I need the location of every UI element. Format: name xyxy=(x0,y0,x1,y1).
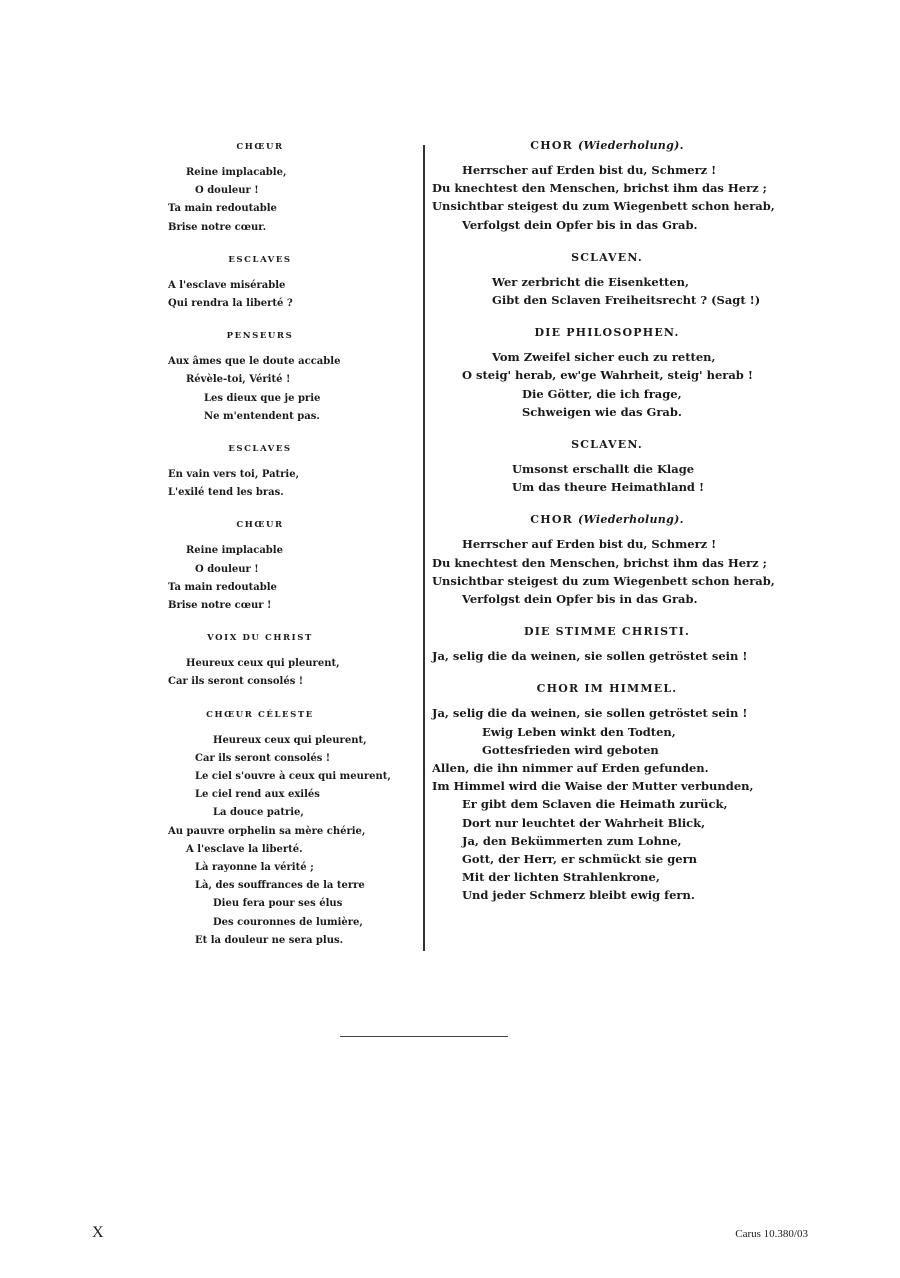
verse-line: L'exilé tend les bras. xyxy=(168,487,284,499)
german-section xyxy=(432,437,782,496)
section-heading: ESCLAVES xyxy=(228,444,292,455)
verse-line: Allen, die ihn nimmer auf Erden gefunden. xyxy=(432,761,709,776)
verse-line: Dieu fera pour ses élus xyxy=(213,898,343,910)
heading-main: CHOR xyxy=(530,513,573,527)
german-section xyxy=(432,325,782,421)
verse-line: Ja, selig die da weinen, sie sollen getröstet sein ! xyxy=(432,706,748,721)
section-heading: VOIX DU CHRIST xyxy=(207,633,313,644)
verse-line: Ta main redoutable xyxy=(168,581,277,593)
german-section xyxy=(432,250,782,309)
verse-line: Le ciel rend aux exilés xyxy=(195,789,320,801)
verse-line: Qui rendra la liberté ? xyxy=(168,298,293,310)
verse-line: Brise notre cœur ! xyxy=(168,600,272,612)
verse-line: A l'esclave la liberté. xyxy=(186,843,303,855)
verse-line: Und jeder Schmerz bleibt ewig fern. xyxy=(462,888,695,903)
verse-line: Du knechtest den Menschen, brichst ihm das Herz ; xyxy=(432,181,767,196)
heading-main: DIE PHILOSOPHEN. xyxy=(534,326,680,340)
verse-line: Verfolgst dein Opfer bis in das Grab. xyxy=(462,592,698,607)
french-section xyxy=(110,141,410,237)
german-text-column xyxy=(432,138,782,921)
verse-line: Gottesfrieden wird geboten xyxy=(482,742,659,757)
section-heading xyxy=(432,250,782,266)
verse-line: Ne m'entendent pas. xyxy=(204,410,320,422)
french-section xyxy=(110,330,410,426)
verse-line: Ja, selig die da weinen, sie sollen getröstet sein ! xyxy=(432,649,748,664)
section-heading: CHŒUR xyxy=(236,520,284,531)
verse-line: Gott, der Herr, er schmückt sie gern xyxy=(462,852,697,867)
verse-line: Vom Zweifel sicher euch zu retten, xyxy=(492,350,716,365)
heading-main: SCLAVEN. xyxy=(571,250,643,264)
verse-line: Er gibt dem Sclaven die Heimath zurück, xyxy=(462,797,728,812)
verse-line: Là, des souffrances de la terre xyxy=(195,880,365,892)
verse-line: Ja, den Bekümmerten zum Lohne, xyxy=(462,833,682,848)
section-heading: CHŒUR xyxy=(236,142,284,152)
verse-line: Um das theure Heimathland ! xyxy=(512,480,705,495)
german-section xyxy=(432,624,782,665)
german-section xyxy=(432,681,782,904)
verse-line: Ta main redoutable xyxy=(168,203,277,215)
section-heading xyxy=(432,138,782,154)
heading-main: CHOR xyxy=(530,139,573,152)
heading-main: SCLAVEN. xyxy=(571,438,643,452)
verse-line: Le ciel s'ouvre à ceux qui meurent, xyxy=(195,771,391,783)
section-heading: PENSEURS xyxy=(226,331,294,342)
verse-line: Unsichtbar steigest du zum Wiegenbett schon herab, xyxy=(432,573,775,588)
verse-line: Aux âmes que le doute accable xyxy=(168,356,341,368)
verse-line: Schweigen wie das Grab. xyxy=(522,404,682,419)
verse-line: Unsichtbar steigest du zum Wiegenbett schon herab, xyxy=(432,199,775,214)
german-section xyxy=(432,138,782,234)
section-heading xyxy=(432,681,782,697)
verse-line: La douce patrie, xyxy=(213,807,304,819)
heading-paren: (Wiederholung). xyxy=(577,513,684,527)
verse-line: Et la douleur ne sera plus. xyxy=(195,934,344,946)
verse-line: Reine implacable, xyxy=(186,167,287,178)
verse-line: Ewig Leben winkt den Todten, xyxy=(482,724,676,739)
verse-line: O steig' herab, ew'ge Wahrheit, steig' herab ! xyxy=(462,368,753,383)
verse-line: Herrscher auf Erden bist du, Schmerz ! xyxy=(462,537,717,552)
verse-line: Umsonst erschallt die Klage xyxy=(512,462,695,477)
verse-line: Les dieux que je prie xyxy=(204,392,321,404)
verse-line: En vain vers toi, Patrie, xyxy=(168,469,300,481)
verse-line: Heureux ceux qui pleurent, xyxy=(186,658,340,670)
verse-line: Là rayonne la vérité ; xyxy=(195,862,314,874)
verse-line: Mit der lichten Strahlenkrone, xyxy=(462,870,660,885)
french-section xyxy=(110,709,410,950)
end-rule xyxy=(340,1036,508,1037)
page-number: X xyxy=(92,1224,104,1241)
verse-line: Révèle-toi, Vérité ! xyxy=(186,374,291,386)
french-section xyxy=(110,254,410,313)
verse-line: Des couronnes de lumière, xyxy=(213,916,363,928)
section-heading xyxy=(432,624,782,640)
verse-line: Gibt den Sclaven Freiheitsrecht ? (Sagt !) xyxy=(492,293,761,308)
section-heading: ESCLAVES xyxy=(228,254,292,265)
verse-line: Die Götter, die ich frage, xyxy=(522,386,682,401)
verse-line: Verfolgst dein Opfer bis in das Grab. xyxy=(462,217,698,232)
section-heading xyxy=(432,325,782,341)
verse-line: Brise notre cœur. xyxy=(168,221,267,233)
german-section xyxy=(432,512,782,608)
section-heading xyxy=(432,437,782,453)
column-divider xyxy=(423,145,425,951)
catalog-number: Carus 10.380/03 xyxy=(735,1228,808,1240)
french-text-column xyxy=(110,141,410,967)
heading-main: DIE STIMME CHRISTI. xyxy=(523,625,691,639)
verse-line: Car ils seront consolés ! xyxy=(195,752,331,764)
heading-main: CHOR IM HIMMEL. xyxy=(536,682,678,696)
verse-line: Du knechtest den Menschen, brichst ihm das Herz ; xyxy=(432,555,767,570)
heading-paren: (Wiederholung). xyxy=(577,139,684,152)
verse-line: Reine implacable xyxy=(186,545,283,557)
verse-line: O douleur ! xyxy=(195,185,259,197)
french-section xyxy=(110,519,410,615)
section-heading xyxy=(432,512,782,528)
verse-line: Au pauvre orphelin sa mère chérie, xyxy=(168,825,366,837)
verse-line: Heureux ceux qui pleurent, xyxy=(213,734,367,746)
verse-line: Im Himmel wird die Waise der Mutter verbunden, xyxy=(432,779,754,794)
verse-line: Herrscher auf Erden bist du, Schmerz ! xyxy=(462,163,717,177)
verse-line: O douleur ! xyxy=(195,563,259,575)
verse-line: Wer zerbricht die Eisenketten, xyxy=(492,274,690,289)
french-section xyxy=(110,632,410,691)
french-section xyxy=(110,443,410,502)
verse-line: A l'esclave misérable xyxy=(168,279,286,291)
section-heading: CHŒUR CÉLESTE xyxy=(206,709,314,720)
verse-line: Car ils seront consolés ! xyxy=(168,676,304,688)
verse-line: Dort nur leuchtet der Wahrheit Blick, xyxy=(462,815,706,830)
